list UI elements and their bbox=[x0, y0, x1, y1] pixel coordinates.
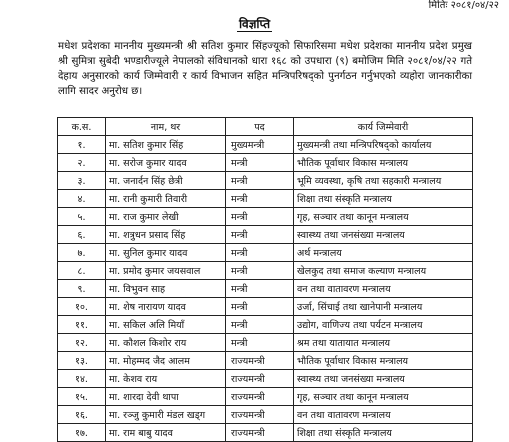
duty-cell: शिक्षा तथा संस्कृति मन्त्रालय bbox=[294, 424, 473, 442]
duty-cell: मुख्यमन्त्री तथा मन्त्रिपरिषद्को कार्यालय bbox=[294, 136, 473, 154]
name-cell: मा. मोहम्मद जैद आलम bbox=[106, 352, 226, 370]
table-row bbox=[58, 298, 473, 316]
post-cell: मन्त्री bbox=[226, 172, 294, 190]
post-cell: राज्यमन्त्री bbox=[226, 406, 294, 424]
post-cell: मन्त्री bbox=[226, 244, 294, 262]
name-cell: मा. केशव राय bbox=[106, 370, 226, 388]
serial-cell: ३. bbox=[58, 172, 106, 190]
header-name: नाम, थर bbox=[106, 118, 226, 136]
table-row bbox=[58, 370, 473, 388]
table-row bbox=[58, 172, 473, 190]
serial-cell: २. bbox=[58, 154, 106, 172]
post-cell: मन्त्री bbox=[226, 190, 294, 208]
post-cell: मन्त्री bbox=[226, 334, 294, 352]
notice-paragraph: मधेश प्रदेशका माननीय मुख्यमन्त्री श्री सतिश कुमार सिंहज्यूको सिफारिसमा मधेश प्रदेशका माननीय प्रदेश प्रमुख श्री सुमित्रा सुबेदी भण्डारीज्यूले नेपालको संविधानको धारा १६८ को उपधारा (९) बमोजिम मिति २०८१/०४/२२ गते देहाय अनुसारको कार्य जिम्मेवारी र कार्य विभाजन सहित मन्त्रिपरिषद्को पुनर्गठन गर्नुभएको व्यहोरा जानकारीका लागि सादर अनुरोध छ। bbox=[58, 41, 472, 97]
duty-cell: खेलकुद तथा समाज कल्याण मन्त्रालय bbox=[294, 262, 473, 280]
name-cell: मा. रञ्जु कुमारी मंडल खड्ग bbox=[106, 406, 226, 424]
post-cell: राज्यमन्त्री bbox=[226, 424, 294, 442]
post-cell: मन्त्री bbox=[226, 280, 294, 298]
serial-cell: ८. bbox=[58, 262, 106, 280]
header-duty: कार्य जिम्मेवारी bbox=[294, 118, 473, 136]
duty-cell: शिक्षा तथा संस्कृति मन्त्रालय bbox=[294, 190, 473, 208]
duty-cell: वन तथा वातावरण मन्त्रालय bbox=[294, 406, 473, 424]
duty-cell: स्वास्थ्य तथा जनसंख्या मन्त्रालय bbox=[294, 370, 473, 388]
serial-cell: १६. bbox=[58, 406, 106, 424]
duty-cell: श्रम तथा यातायात मन्त्रालय bbox=[294, 334, 473, 352]
name-cell: मा. प्रमोद कुमार जयसवाल bbox=[106, 262, 226, 280]
serial-cell: १२. bbox=[58, 334, 106, 352]
duty-cell: गृह, सञ्चार तथा कानून मन्त्रालय bbox=[294, 388, 473, 406]
name-cell: मा. शारदा देवी थापा bbox=[106, 388, 226, 406]
name-cell: मा. कौशल किशोर राय bbox=[106, 334, 226, 352]
table-row bbox=[58, 334, 473, 352]
post-cell: मन्त्री bbox=[226, 262, 294, 280]
post-cell: राज्यमन्त्री bbox=[226, 370, 294, 388]
serial-cell: ७. bbox=[58, 244, 106, 262]
serial-cell: ११. bbox=[58, 316, 106, 334]
serial-cell: ४. bbox=[58, 190, 106, 208]
name-cell: मा. शत्रुधन प्रसाद सिंह bbox=[106, 226, 226, 244]
post-cell: मन्त्री bbox=[226, 208, 294, 226]
duty-cell: उद्योग, वाणिज्य तथा पर्यटन मन्त्रालय bbox=[294, 316, 473, 334]
name-cell: मा. राम बाबु यादव bbox=[106, 424, 226, 442]
serial-cell: १. bbox=[58, 136, 106, 154]
duty-cell: स्वास्थ्य तथा जनसंख्या मन्त्रालय bbox=[294, 226, 473, 244]
serial-cell: १४. bbox=[58, 370, 106, 388]
duty-cell: भौतिक पूर्वाधार विकास मन्त्रालय bbox=[294, 154, 473, 172]
header-post: पद bbox=[226, 118, 294, 136]
table-row bbox=[58, 154, 473, 172]
header-serial: क.स. bbox=[58, 118, 106, 136]
post-cell: मन्त्री bbox=[226, 316, 294, 334]
duty-cell: उर्जा, सिंचाई तथा खानेपानी मन्त्रालय bbox=[294, 298, 473, 316]
name-cell: मा. सुनिल कुमार यादव bbox=[106, 244, 226, 262]
post-cell: मन्त्री bbox=[226, 226, 294, 244]
serial-cell: १५. bbox=[58, 388, 106, 406]
table-row bbox=[58, 388, 473, 406]
table-row bbox=[58, 226, 473, 244]
name-cell: मा. शेष नारायण यादव bbox=[106, 298, 226, 316]
duty-cell: भूमि व्यवस्था, कृषि तथा सहकारी मन्त्रालय bbox=[294, 172, 473, 190]
duty-cell: गृह, सञ्चार तथा कानून मन्त्रालय bbox=[294, 208, 473, 226]
table-row bbox=[58, 190, 473, 208]
name-cell: मा. राज कुमार लेखी bbox=[106, 208, 226, 226]
table-row bbox=[58, 208, 473, 226]
title-text: विज्ञप्ति bbox=[238, 17, 271, 31]
name-cell: मा. जनार्दन सिंह छेत्री bbox=[106, 172, 226, 190]
name-cell: मा. रानी कुमारी तिवारी bbox=[106, 190, 226, 208]
table-row bbox=[58, 244, 473, 262]
post-cell: राज्यमन्त्री bbox=[226, 352, 294, 370]
post-cell: मुख्यमन्त्री bbox=[226, 136, 294, 154]
table-header-row bbox=[58, 118, 473, 136]
post-cell: मन्त्री bbox=[226, 298, 294, 316]
name-cell: मा. विभुवन साह bbox=[106, 280, 226, 298]
serial-cell: १०. bbox=[58, 298, 106, 316]
header-date: मितिः २०८१/०४/२२ bbox=[428, 0, 499, 11]
table-row bbox=[58, 352, 473, 370]
cabinet-table bbox=[57, 117, 473, 442]
post-cell: मन्त्री bbox=[226, 154, 294, 172]
document-title bbox=[0, 15, 509, 32]
table-row bbox=[58, 262, 473, 280]
table-row bbox=[58, 316, 473, 334]
name-cell: मा. सकिल अलि मियाँ bbox=[106, 316, 226, 334]
table-row bbox=[58, 406, 473, 424]
serial-cell: १३. bbox=[58, 352, 106, 370]
serial-cell: १७. bbox=[58, 424, 106, 442]
name-cell: मा. सतिश कुमार सिंह bbox=[106, 136, 226, 154]
table-row bbox=[58, 136, 473, 154]
serial-cell: ६. bbox=[58, 226, 106, 244]
duty-cell: वन तथा वातावरण मन्त्रालय bbox=[294, 280, 473, 298]
table-row bbox=[58, 280, 473, 298]
table-row bbox=[58, 424, 473, 442]
serial-cell: ५. bbox=[58, 208, 106, 226]
serial-cell: ९. bbox=[58, 280, 106, 298]
duty-cell: अर्थ मन्त्रालय bbox=[294, 244, 473, 262]
name-cell: मा. सरोज कुमार यादव bbox=[106, 154, 226, 172]
duty-cell: भौतिक पूर्वाधार विकास मन्त्रालय bbox=[294, 352, 473, 370]
post-cell: राज्यमन्त्री bbox=[226, 388, 294, 406]
